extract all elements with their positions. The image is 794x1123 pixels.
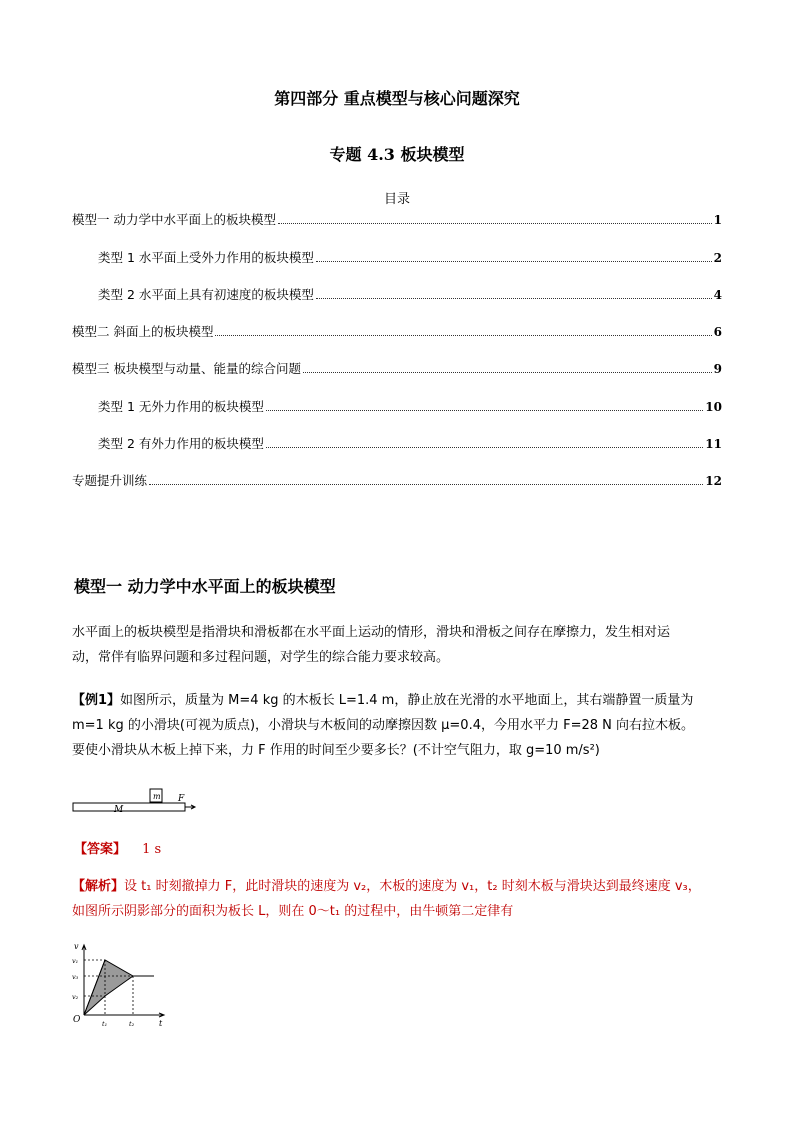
section-title: 模型一 动力学中水平面上的板块模型 xyxy=(74,577,336,596)
toc-item-page: 1 xyxy=(713,213,722,227)
toc-item-page: 4 xyxy=(713,288,722,302)
toc-item-label: 类型 1 水平面上受外力作用的板块模型 xyxy=(98,250,314,265)
analysis-tag: 【解析】 xyxy=(72,879,125,894)
label-m: m xyxy=(153,792,161,801)
t2-label: t₂ xyxy=(129,1020,135,1028)
part-title: 第四部分 重点模型与核心问题深究 xyxy=(274,89,520,108)
answer-tag: 【答案】 xyxy=(74,842,127,857)
toc-item-page: 2 xyxy=(713,251,722,265)
answer-value: 1 s xyxy=(142,842,162,857)
toc-item-page: 11 xyxy=(705,437,722,451)
toc-item[interactable] xyxy=(98,397,722,415)
label-M: M xyxy=(114,805,124,814)
toc-item-page: 9 xyxy=(713,362,722,376)
v2-label: v₂ xyxy=(72,993,79,1001)
toc-item-page: 6 xyxy=(713,325,722,339)
toc-heading: 目录 xyxy=(383,192,410,207)
toc-item-label: 模型二 斜面上的板块模型 xyxy=(72,324,214,339)
toc-leader-dots xyxy=(266,410,703,411)
toc-item-label: 模型三 板块模型与动量、能量的综合问题 xyxy=(72,361,301,376)
toc-leader-dots xyxy=(278,223,712,224)
example-line: m=1 kg 的小滑块(可视为质点)，小滑块与木板间的动摩擦因数 μ=0.4，今用水平力 F=28 N 向右拉木板。 xyxy=(72,718,695,733)
toc-item-page: 12 xyxy=(705,474,722,488)
example-line xyxy=(72,688,724,713)
toc-item-label: 类型 2 有外力作用的板块模型 xyxy=(98,436,264,451)
toc-leader-dots xyxy=(316,298,712,299)
toc-item[interactable] xyxy=(72,359,722,377)
example-text: 如图所示，质量为 M=4 kg 的木板长 L=1.4 m，静止放在光滑的水平地面上，其右端静置一质量为 xyxy=(120,693,694,708)
toc-leader-dots xyxy=(303,372,712,373)
intro-line: 水平面上的板块模型是指滑块和滑板都在水平面上运动的情形，滑块和滑板之间存在摩擦力，发生相对运 xyxy=(72,625,671,640)
toc-item[interactable] xyxy=(72,210,722,228)
toc-item[interactable] xyxy=(98,434,722,452)
toc-item[interactable] xyxy=(98,248,722,266)
toc-leader-dots xyxy=(316,261,712,262)
origin-label: O xyxy=(73,1015,81,1025)
toc-leader-dots xyxy=(215,335,711,336)
v1-label: v₁ xyxy=(72,957,79,965)
shaded-area xyxy=(84,960,133,1015)
board-block-figure xyxy=(72,782,197,814)
axis-v-label: v xyxy=(74,942,79,951)
topic-title: 专题 4.3 板块模型 xyxy=(329,145,465,164)
example-tag: 【例1】 xyxy=(72,693,121,708)
v3-label: v₃ xyxy=(72,973,79,981)
intro-line: 动，常伴有临界问题和多过程问题，对学生的综合能力要求较高。 xyxy=(72,650,450,665)
toc-leader-dots xyxy=(149,484,703,485)
answer-line xyxy=(74,838,161,857)
analysis-paragraph xyxy=(72,874,724,924)
label-F: F xyxy=(178,794,185,804)
toc-item[interactable] xyxy=(98,285,722,303)
toc-leader-dots xyxy=(266,447,703,448)
intro-paragraph xyxy=(72,620,724,670)
t1-label: t₁ xyxy=(102,1020,108,1028)
toc-item-label: 类型 1 无外力作用的板块模型 xyxy=(98,399,264,414)
board-rect xyxy=(73,803,185,811)
toc-item-label: 专题提升训练 xyxy=(72,473,148,488)
toc-item[interactable] xyxy=(72,322,722,340)
velocity-time-graph xyxy=(70,940,170,1028)
example-line: 要使小滑块从木板上掉下来，力 F 作用的时间至少要多长？(不计空气阻力，取 g=10 m/s²) xyxy=(72,743,600,758)
analysis-line: 如图所示阴影部分的面积为板长 L，则在 0～t₁ 的过程中，由牛顿第二定律有 xyxy=(72,904,514,919)
toc-item-page: 10 xyxy=(705,400,722,414)
toc-item[interactable] xyxy=(72,471,722,489)
toc-item-label: 类型 2 水平面上具有初速度的板块模型 xyxy=(98,287,314,302)
analysis-text: 设 t₁ 时刻撤掉力 F，此时滑块的速度为 v₂，木板的速度为 v₁，t₂ 时刻木板与滑块达到最终速度 v₃， xyxy=(124,879,701,894)
toc-item-label: 模型一 动力学中水平面上的板块模型 xyxy=(72,212,276,227)
axis-t-label: t xyxy=(159,1019,163,1028)
analysis-line xyxy=(72,874,724,899)
example-paragraph xyxy=(72,688,724,763)
